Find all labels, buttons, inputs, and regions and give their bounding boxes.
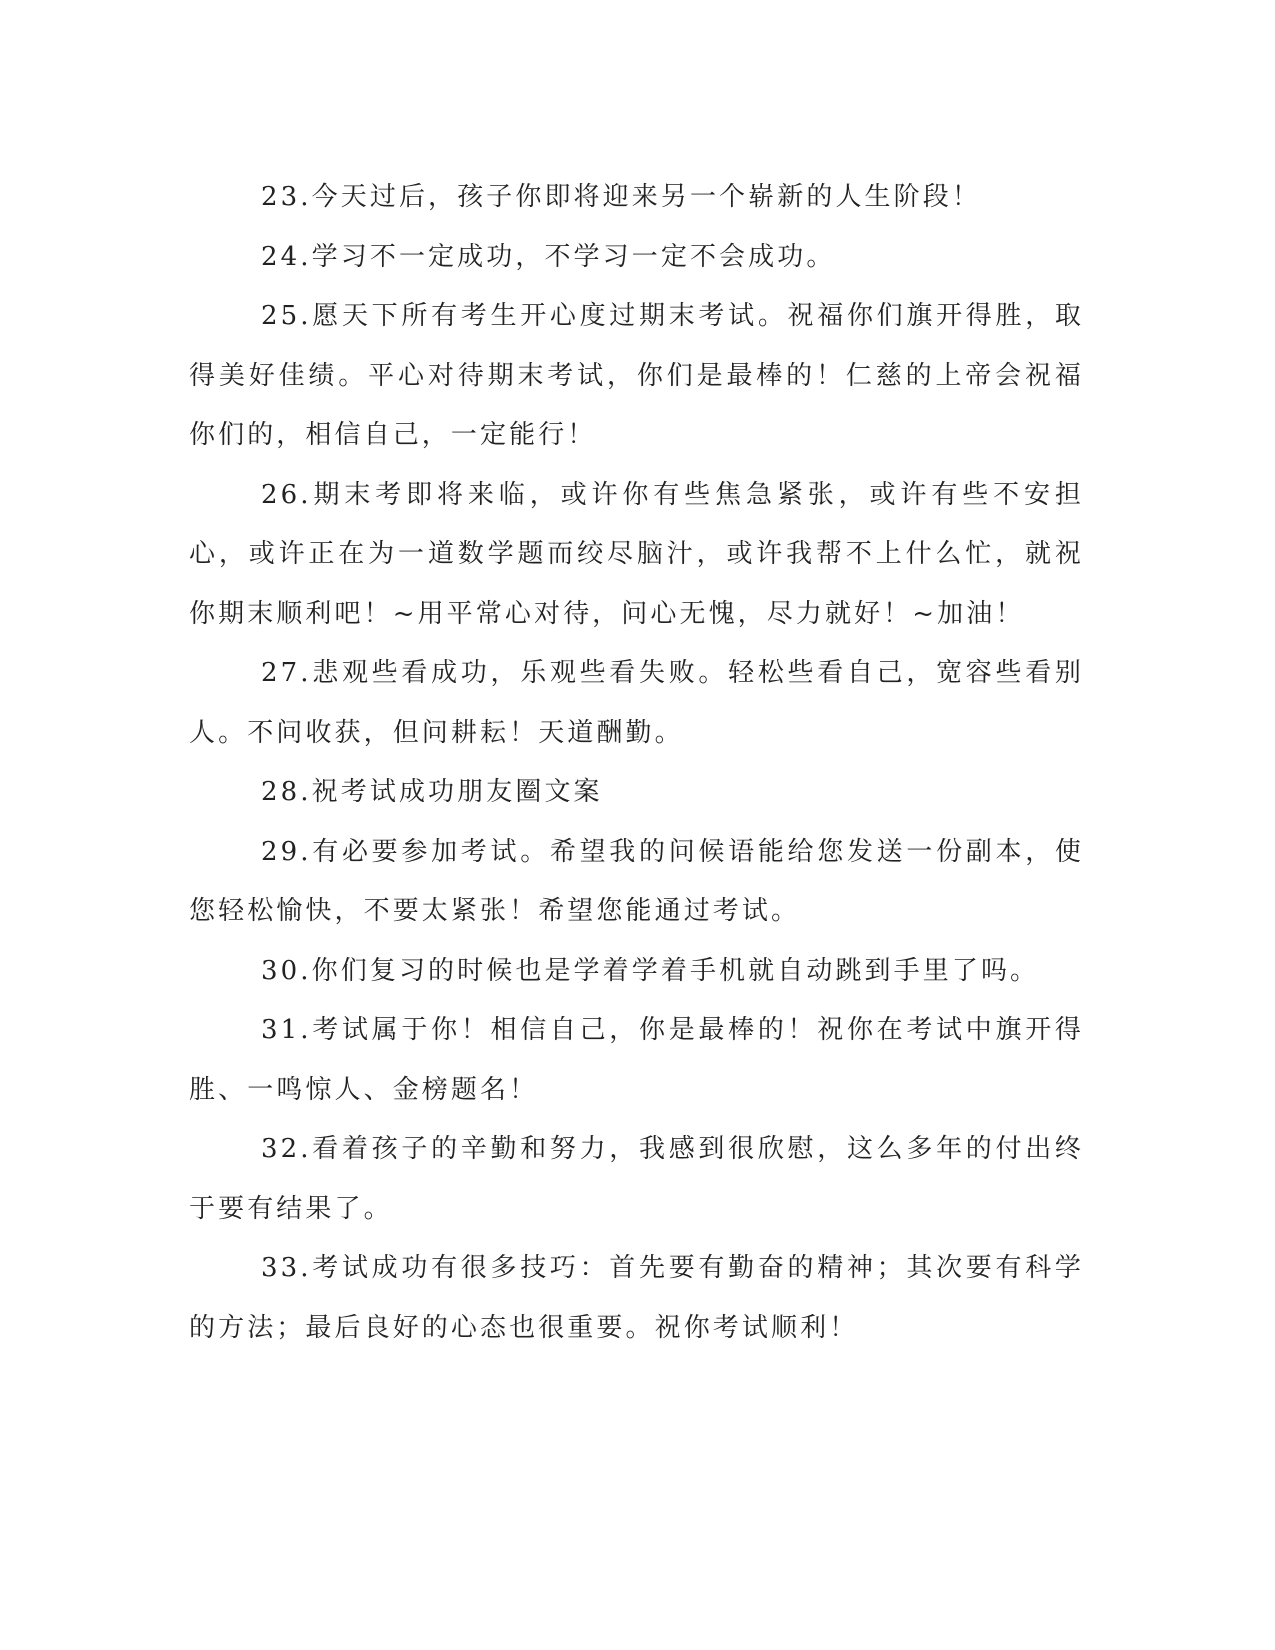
paragraph-24: 24.学习不一定成功，不学习一定不会成功。 [261,241,836,272]
paragraph-33: 33.考试成功有很多技巧：首先要有勤奋的精神；其次要有科学的方法；最后良好的心态也很重要。祝你考试顺利！ [189,1253,1084,1343]
paragraph-26: 26.期末考即将来临，或许你有些焦急紧张，或许有些不安担心，或许正在为一道数学题而绞尽脑汁，或许我帮不上什么忙，就祝你期末顺利吧！~用平常心对待，问心无愧，尽力就好！~加油！ [189,479,1084,629]
paragraph-32: 32.看着孩子的辛勤和努力，我感到很欣慰，这么多年的付出终于要有结果了。 [189,1134,1084,1224]
paragraph-31: 31.考试属于你！相信自己，你是最棒的！祝你在考试中旗开得胜、一鸣惊人、金榜题名！ [189,1015,1084,1105]
paragraph-30: 30.你们复习的时候也是学着学着手机就自动跳到手里了吗。 [261,955,1040,986]
paragraph-27: 27.悲观些看成功，乐观些看失败。轻松些看自己，宽容些看别人。不问收获，但问耕耘！天道酬勤。 [189,658,1084,748]
paragraph-23: 23.今天过后，孩子你即将迎来另一个崭新的人生阶段！ [261,182,981,212]
paragraph-29: 29.有必要参加考试。希望我的问候语能给您发送一份副本，使您轻松愉快，不要太紧张！希望您能通过考试。 [189,836,1084,926]
paragraph-28: 28.祝考试成功朋友圈文案 [261,777,603,807]
paragraph-25: 25.愿天下所有考生开心度过期末考试。祝福你们旗开得胜，取得美好佳绩。平心对待期末考试，你们是最棒的！仁慈的上帝会祝福你们的，相信自己，一定能行！ [189,301,1084,450]
document-body [189,168,1084,1358]
